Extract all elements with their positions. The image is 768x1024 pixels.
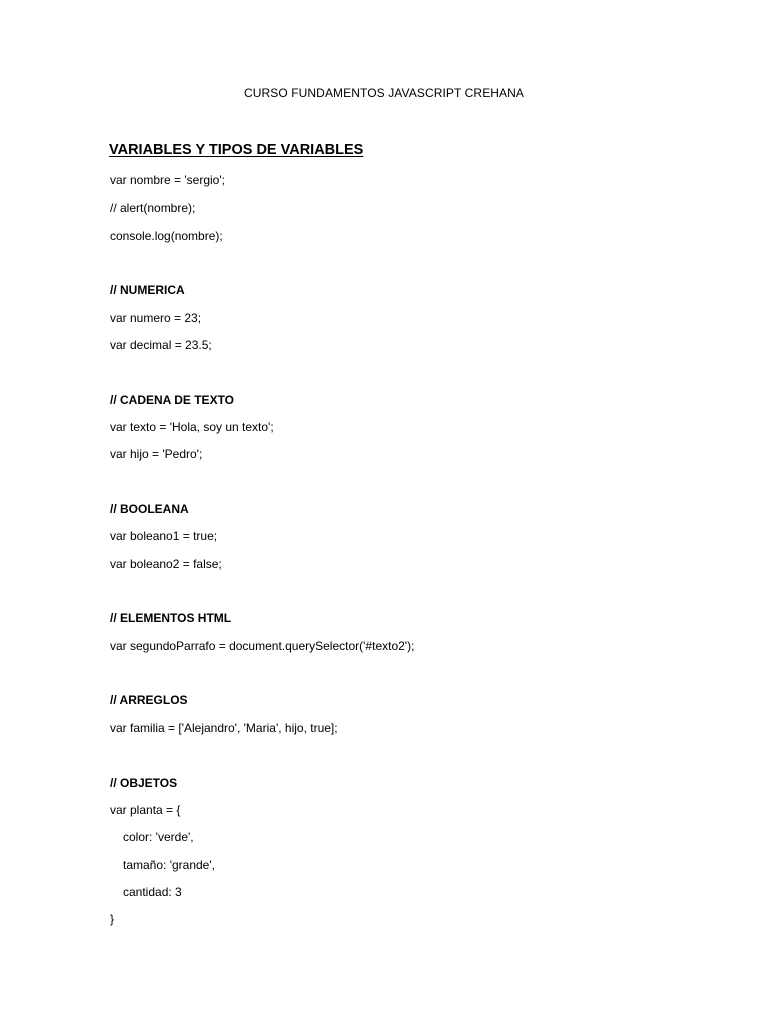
code-line: var segundoParrafo = document.querySelector('#texto2'); [110, 639, 415, 653]
comment-heading-numerica: // NUMERICA [110, 283, 185, 297]
comment-heading-arreglos: // ARREGLOS [110, 693, 188, 707]
code-line: var decimal = 23.5; [110, 338, 212, 352]
section-heading: VARIABLES Y TIPOS DE VARIABLES [109, 142, 364, 158]
code-line: var nombre = 'sergio'; [110, 173, 225, 187]
code-line: var planta = { [110, 803, 181, 817]
comment-heading-elementos-html: // ELEMENTOS HTML [110, 611, 232, 625]
code-line: var boleano1 = true; [110, 529, 218, 543]
document-title: CURSO FUNDAMENTOS JAVASCRIPT CREHANA [243, 86, 525, 100]
code-line: var numero = 23; [110, 311, 202, 325]
comment-heading-booleana: // BOOLEANA [110, 502, 189, 516]
code-line: console.log(nombre); [110, 229, 223, 243]
comment-heading-objetos: // OBJETOS [110, 776, 178, 790]
code-line: var hijo = 'Pedro'; [110, 447, 203, 461]
code-line: } [110, 912, 115, 926]
code-line-indented: color: 'verde', [123, 830, 194, 844]
code-line: var familia = ['Alejandro', 'Maria', hijo, true]; [110, 721, 338, 735]
code-line-indented: tamaño: 'grande', [123, 858, 215, 872]
code-line-indented: cantidad: 3 [123, 885, 182, 899]
code-comment-line: // alert(nombre); [110, 201, 196, 215]
comment-heading-cadena: // CADENA DE TEXTO [110, 393, 235, 407]
code-line: var texto = 'Hola, soy un texto'; [110, 420, 274, 434]
code-line: var boleano2 = false; [110, 557, 222, 571]
